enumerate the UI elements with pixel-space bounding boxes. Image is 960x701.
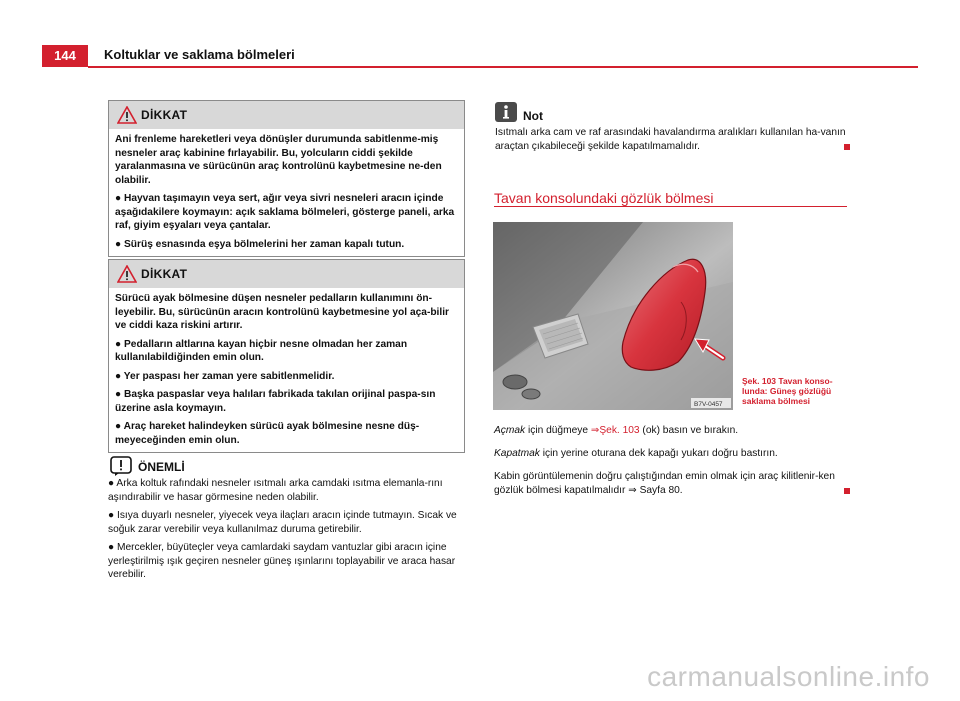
- warning-paragraph: ● Başka paspaslar veya halıları fabrikada takılan orijinal paspa-sın üzerine asla koymayın.: [115, 389, 436, 414]
- warning-paragraph: ● Pedalların altlarına kayan hiçbir nesne olmadan her zaman kullanılabildiğinden emin olun.: [115, 338, 408, 363]
- warning-triangle-icon: [117, 265, 137, 283]
- page-link[interactable]: Sayfa 80.: [636, 484, 683, 496]
- warning-triangle-icon: [117, 106, 137, 124]
- header-rule: [88, 66, 918, 68]
- warning-paragraph: ● Yer paspası her zaman yere sabitlenmelidir.: [115, 370, 335, 382]
- warning-box-1: [108, 100, 465, 257]
- important-paragraph: ● Arka koltuk rafındaki nesneler ısıtmalı arka camdaki ısıtma elemanla-rını aşındırabilir ve hasar görmesine neden olabilir.: [108, 478, 443, 503]
- warning-paragraph: ● Araç hareket halindeyken sürücü ayak bölmesine nesne düş-meyeceğinden emin olun.: [115, 421, 420, 446]
- note-text: [495, 126, 850, 153]
- page-number: 144: [42, 45, 88, 67]
- text: (ok) basın ve bırakın.: [639, 425, 739, 436]
- paragraph-close: [494, 447, 850, 461]
- xref-arrow-icon: ⇒: [628, 484, 637, 496]
- note-paragraph: Isıtmalı arka cam ve raf arasındaki havalandırma aralıkları kullanılan ha-vanın araçtan çıkabileceği şekilde kapatılmamalıdır.: [495, 127, 846, 152]
- info-icon: [495, 102, 517, 122]
- text: için düğmeye: [525, 425, 591, 436]
- warning-paragraph: Ani frenleme hareketleri veya dönüşler durumunda sabitlenme-miş nesneler araç kabinine fırlayabilir. Bu, yolcuların ciddi şekilde yaralanmasına ve sürücünün araç kontrolünü kaybetmesine ne-den olabilir.: [115, 134, 442, 186]
- warning-text: [109, 288, 464, 452]
- text: Kabin görüntülemenin doğru çalıştığından emin olmak için araç kilitlenir-ken gözlük bölmesi kapatılmalıdır: [494, 471, 835, 496]
- text: için yerine oturana dek kapağı yukarı doğru bastırın.: [539, 448, 778, 459]
- watermark: carmanualsonline.info: [647, 661, 930, 692]
- xref-arrow-icon: ⇒: [590, 425, 600, 436]
- warning-title: DİKKAT: [141, 108, 188, 122]
- figure-code: B7V-0457: [694, 401, 723, 408]
- chapter-title: Koltuklar ve saklama bölmeleri: [104, 47, 295, 62]
- warning-paragraph: ● Hayvan taşımayın veya sert, ağır veya sivri nesneleri aracın içinde aşağıdakilere koymayın: açık saklama bölmeleri, gösterge paneli, arka raf, giyim eşyaları veya çantalar.: [115, 193, 455, 231]
- important-icon: [110, 456, 132, 476]
- important-paragraph: ● Mercekler, büyüteçler veya camlardaki saydam vantuzlar gibi aracın içine yerleştirilmiş ışık geçiren nesneler güneş ışınlarını toplayabilir ve araca hasar verebilir.: [108, 542, 456, 580]
- figure-sunglasses-holder: [493, 222, 733, 410]
- term-open: Açmak: [494, 425, 526, 436]
- important-title: ÖNEMLİ: [138, 460, 185, 474]
- warning-paragraph: Sürücü ayak bölmesine düşen nesneler pedalların kullanımını ön-leyebilir. Bu, sürücünün aracın kontrolünü kaybetmesine yol aça-bilir ve ciddi kaza riskini artırır.: [115, 293, 450, 331]
- paragraph-locking: [494, 470, 850, 497]
- warning-box-2: [108, 259, 465, 453]
- note-title: Not: [523, 109, 543, 123]
- term-close: Kapatmak: [494, 448, 540, 459]
- roof-console-illustration: [493, 222, 733, 410]
- warning-header: [109, 260, 464, 288]
- warning-paragraph: ● Sürüş esnasında eşya bölmelerini her zaman kapalı tutun.: [115, 238, 405, 250]
- important-text: [108, 477, 466, 587]
- warning-text: [109, 129, 464, 256]
- end-mark: [844, 144, 850, 150]
- end-mark: [844, 488, 850, 494]
- section-rule: [494, 206, 847, 207]
- warning-header: [109, 101, 464, 129]
- warning-title: DİKKAT: [141, 267, 188, 281]
- figure-caption: Şek. 103 Tavan konso-lunda: Güneş gözlüğü saklama bölmesi: [742, 376, 833, 406]
- figure-link[interactable]: Şek. 103: [599, 425, 640, 436]
- paragraph-open: [494, 424, 850, 438]
- section-title: Tavan konsolundaki gözlük bölmesi: [494, 190, 714, 206]
- important-paragraph: ● Isıya duyarlı nesneler, yiyecek veya ilaçları aracın içinde tutmayın. Sıcak ve soğuk zarar verebilir veya kullanılmaz duruma getirebilir.: [108, 510, 457, 535]
